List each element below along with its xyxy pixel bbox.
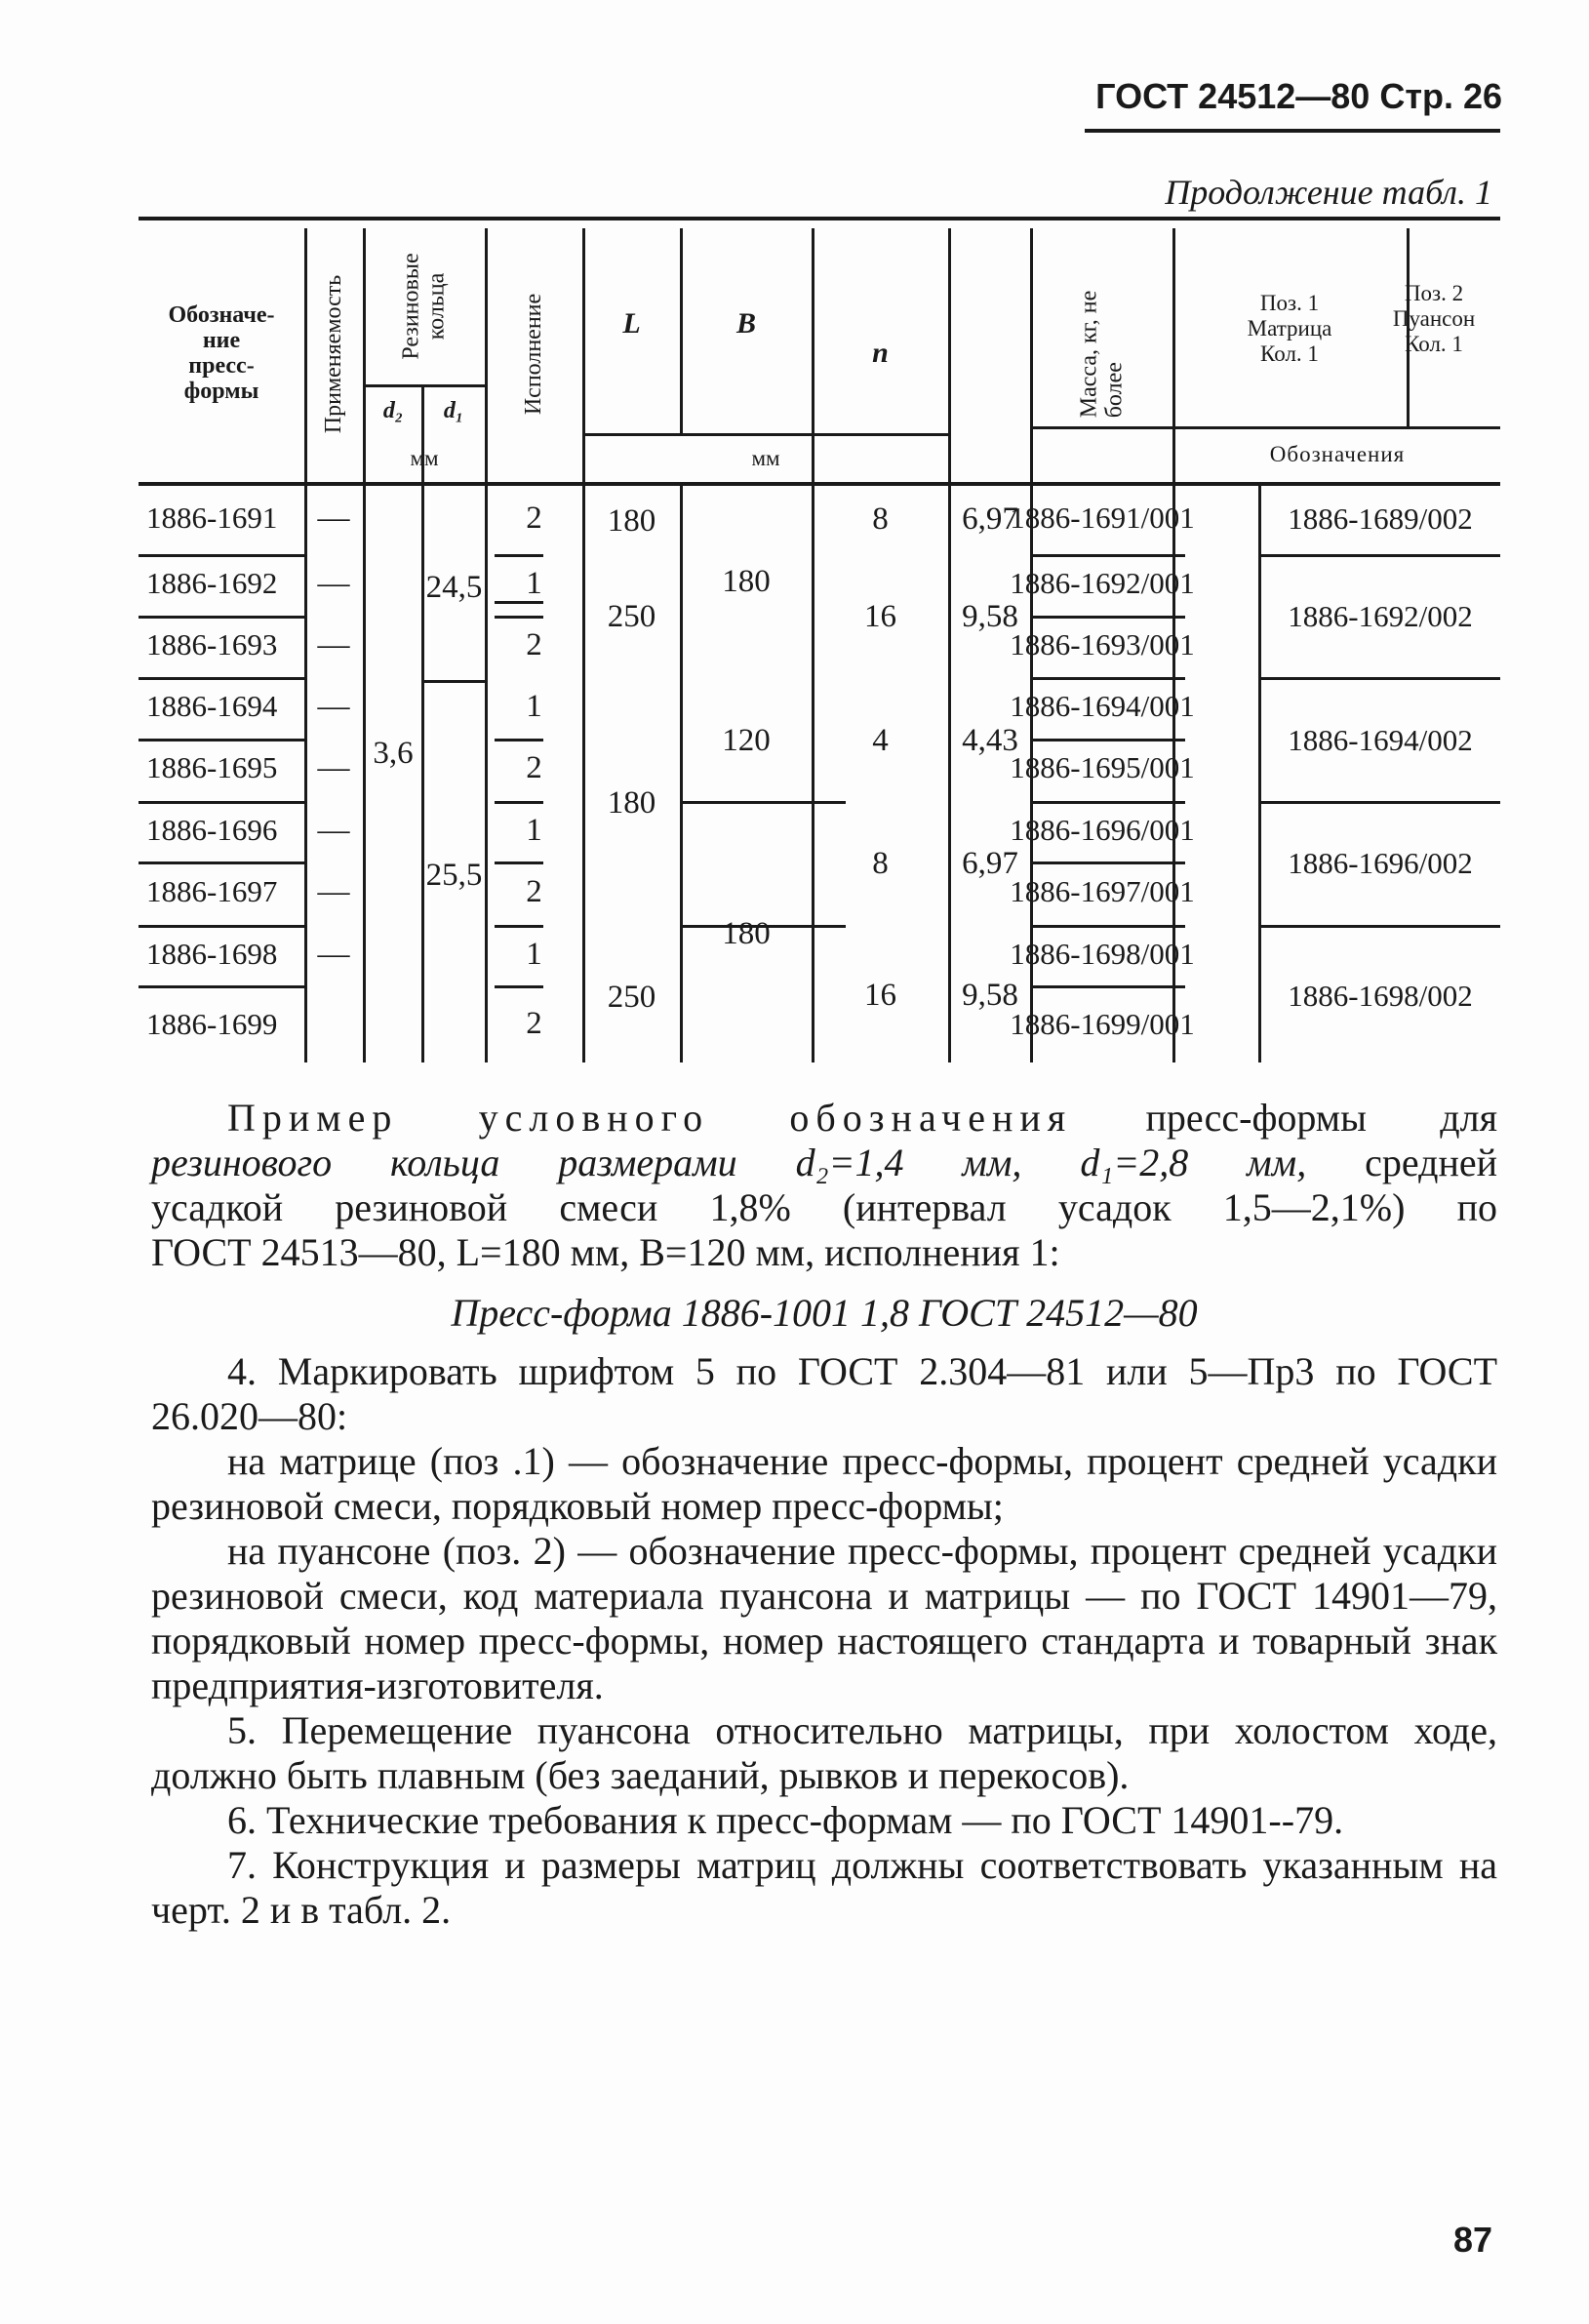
row-designation: 1886-1691 bbox=[146, 501, 278, 535]
paragraph-7: 7. Конструкция и размеры матриц должны соответствовать указанным на черт. 2 и в табл. 2. bbox=[151, 1843, 1497, 1932]
B-value-2: 120 bbox=[722, 722, 771, 758]
row-execution: 2 bbox=[526, 749, 542, 785]
row-applicability: — bbox=[317, 688, 350, 724]
paragraph-5: 5. Перемещение пуансона относительно матрицы, при холостом ходе, должно быть плавным (без заеданий, рывков и перекосов). bbox=[151, 1708, 1497, 1797]
row-applicability: — bbox=[317, 500, 350, 536]
row-pos1-designation: 1886-1692/001 bbox=[1010, 566, 1195, 600]
row-designation: 1886-1698 bbox=[146, 937, 278, 971]
document-header: ГОСТ 24512—80 Стр. 26 bbox=[1095, 76, 1502, 116]
header-rule bbox=[1085, 129, 1500, 133]
table-continuation-label: Продолжение табл. 1 bbox=[1165, 173, 1492, 212]
row-designation: 1886-1692 bbox=[146, 566, 278, 600]
row-applicability: — bbox=[317, 812, 350, 848]
row-applicability: — bbox=[317, 936, 350, 972]
header-designation: Обозначе- ние пресс- формы bbox=[168, 302, 275, 404]
n-value-2: 16 bbox=[864, 598, 896, 634]
example-formula: Пресс-форма 1886-1001 1,8 ГОСТ 24512—80 bbox=[451, 1291, 1198, 1335]
L-value-2: 250 bbox=[607, 598, 656, 634]
example-lead: Пример условного обозначения bbox=[227, 1096, 1073, 1140]
n-value-3: 4 bbox=[872, 722, 889, 758]
mass-value-5: 9,58 bbox=[962, 978, 1018, 1013]
row-applicability bbox=[306, 985, 361, 1062]
n-value-4: 8 bbox=[872, 845, 889, 881]
L-value-4: 250 bbox=[607, 979, 656, 1015]
row-execution: 1 bbox=[526, 812, 542, 848]
row-applicability: — bbox=[317, 565, 350, 601]
row-designation: 1886-1693 bbox=[146, 627, 278, 661]
d1-value-1: 24,5 bbox=[425, 569, 483, 605]
B-value-1: 180 bbox=[722, 563, 771, 599]
example-line2c: средней bbox=[1365, 1141, 1498, 1184]
row-designation: 1886-1695 bbox=[146, 750, 278, 784]
row-execution: 1 bbox=[526, 688, 542, 724]
example-rest: пресс-формы для bbox=[1145, 1096, 1497, 1140]
header-mm-1: мм bbox=[410, 446, 439, 470]
pos2-value-1: 1886-1689/002 bbox=[1288, 501, 1473, 536]
page-number: 87 bbox=[1452, 2220, 1492, 2260]
row-execution: 2 bbox=[526, 626, 542, 662]
paragraph-6: 6. Технические требования к пресс-формам — по ГОСТ 14901--79. bbox=[227, 1798, 1344, 1842]
example-line4: ГОСТ 24513—80, L=180 мм, B=120 мм, исполнения 1: bbox=[151, 1230, 1060, 1274]
row-designation: 1886-1697 bbox=[146, 874, 278, 908]
n-value-5: 16 bbox=[864, 978, 896, 1013]
row-pos1-designation: 1886-1691/001 bbox=[1010, 501, 1195, 535]
row-pos1-designation: 1886-1693/001 bbox=[1010, 627, 1195, 661]
header-L: L bbox=[622, 307, 641, 340]
row-applicability: — bbox=[317, 873, 350, 909]
press-form-table bbox=[139, 217, 1500, 1065]
header-mm-2: мм bbox=[751, 446, 780, 470]
mass-value-1: 6,97 bbox=[962, 501, 1018, 537]
paragraph-4b: на пуансоне (поз. 2) — обозначение пресс-формы, процент средней усадки резиновой смеси, код материала пуансона и матрицы — по ГОСТ 14901—79, порядковый номер пресс-формы, номер настоящего стандарта и товарный знак предприятия-изготовителя. bbox=[151, 1529, 1497, 1707]
row-pos1-designation: 1886-1699/001 bbox=[1010, 1006, 1195, 1041]
row-pos1-designation: 1886-1696/001 bbox=[1010, 813, 1195, 847]
paragraph-4: 4. Маркировать шрифтом 5 по ГОСТ 2.304—81 или 5—Пр3 по ГОСТ 26.020—80: bbox=[151, 1349, 1497, 1438]
pos2-value-2: 1886-1692/002 bbox=[1288, 599, 1473, 633]
header-pos2: Поз. 2 Пуансон Кол. 1 bbox=[1392, 281, 1476, 356]
row-designation: 1886-1694 bbox=[146, 689, 278, 723]
row-execution: 2 bbox=[526, 500, 542, 536]
row-pos1-designation: 1886-1698/001 bbox=[1010, 937, 1195, 971]
pos2-value-4: 1886-1696/002 bbox=[1288, 846, 1473, 880]
header-B: B bbox=[735, 307, 756, 340]
body-text bbox=[151, 1096, 1497, 1933]
pos2-value-3: 1886-1694/002 bbox=[1288, 723, 1473, 757]
row-applicability: — bbox=[317, 749, 350, 785]
example-line2a: резинового кольца размерами bbox=[151, 1141, 737, 1184]
B-value-3: 180 bbox=[722, 915, 771, 951]
header-d2: d₂ bbox=[382, 397, 404, 423]
example-line3: усадкой резиновой смеси 1,8% (интервал усадок 1,5—2,1%) по bbox=[151, 1185, 1497, 1229]
header-n: n bbox=[872, 337, 889, 369]
header-applicability: Применяемость bbox=[321, 274, 347, 434]
L-value-3: 180 bbox=[607, 784, 656, 821]
row-applicability: — bbox=[317, 626, 350, 662]
row-pos1-designation: 1886-1694/001 bbox=[1010, 689, 1195, 723]
row-designation: 1886-1699 bbox=[146, 1006, 278, 1041]
mass-value-4: 6,97 bbox=[962, 845, 1018, 881]
mass-value-3: 4,43 bbox=[962, 722, 1018, 758]
header-rubber-rings: Резиновые кольца bbox=[398, 253, 450, 360]
row-execution: 2 bbox=[526, 873, 542, 909]
row-execution: 1 bbox=[526, 565, 542, 601]
row-execution: 1 bbox=[526, 936, 542, 972]
paragraph-4a: на матрице (поз .1) — обозначение пресс-формы, процент средней усадки резиновой смеси, порядковый номер пресс-формы; bbox=[151, 1439, 1497, 1528]
header-execution: Исполнение bbox=[521, 293, 547, 416]
header-designations: Обозначения bbox=[1269, 442, 1406, 466]
header-mass: Масса, кг, не более bbox=[1076, 290, 1128, 419]
n-value-1: 8 bbox=[872, 501, 889, 537]
row-designation: 1886-1696 bbox=[146, 813, 278, 847]
d1-value-2: 25,5 bbox=[425, 857, 483, 893]
header-d1: d₁ bbox=[443, 397, 464, 423]
pos2-value-5: 1886-1698/002 bbox=[1288, 978, 1473, 1013]
example-line2b: d₂=1,4 мм, d₁=2,8 мм, bbox=[795, 1141, 1307, 1184]
d2-value: 3,6 bbox=[373, 735, 414, 771]
row-pos1-designation: 1886-1697/001 bbox=[1010, 874, 1195, 908]
row-pos1-designation: 1886-1695/001 bbox=[1010, 750, 1195, 784]
mass-value-2: 9,58 bbox=[962, 598, 1018, 634]
L-value-1: 180 bbox=[607, 502, 656, 539]
header-pos1: Поз. 1 Матрица Кол. 1 bbox=[1247, 291, 1332, 366]
row-execution: 2 bbox=[526, 1006, 542, 1041]
